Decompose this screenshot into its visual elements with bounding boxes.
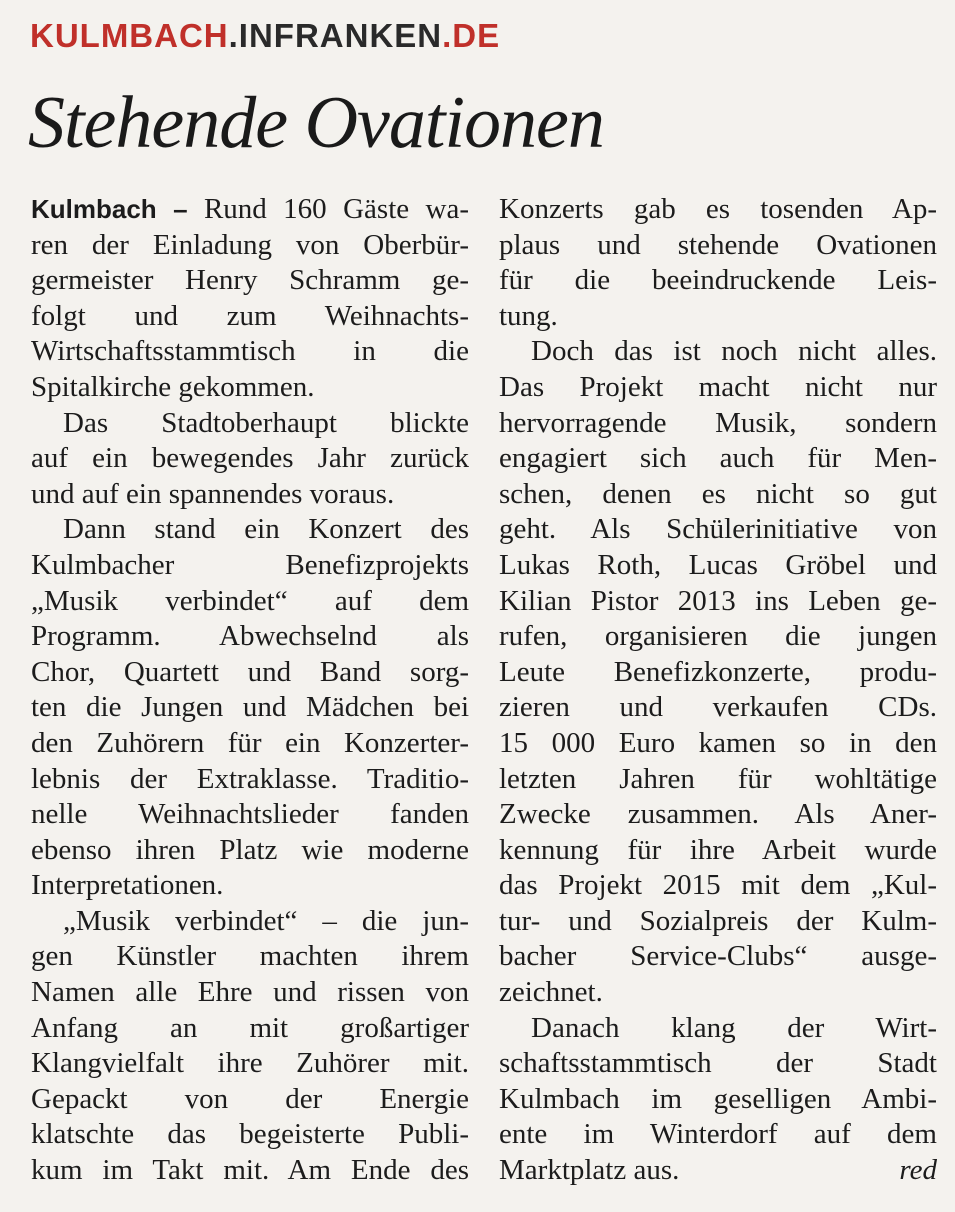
text-line: Lukas Roth, Lucas Gröbel und (499, 548, 937, 581)
text-line: kum im Takt mit. Am Ende des (31, 1154, 469, 1187)
text-line: geht. Als Schülerinitiative von (499, 513, 937, 546)
source-part-3: .DE (442, 17, 501, 54)
text-line: Das Stadtoberhaupt blickte (63, 406, 469, 439)
headline: Stehende Ovationen (28, 82, 604, 164)
text-line: „Musik verbindet“ – die jun- (63, 904, 469, 937)
text-line: ente im Winterdorf auf dem (499, 1118, 937, 1151)
text-line: Interpretationen. (31, 869, 224, 902)
text-line: Das Projekt macht nicht nur (499, 370, 937, 403)
text-line: schaftsstammtisch der Stadt (499, 1047, 937, 1080)
text-line: Kulmbacher Benefizprojekts (31, 548, 469, 581)
article-column-left (31, 192, 469, 1189)
text-line: Spitalkirche gekommen. (31, 370, 315, 403)
text-line: folgt und zum Weihnachts- (31, 299, 469, 332)
text-line: bacher Service-Clubs“ ausge- (499, 940, 937, 973)
text-line: Dann stand ein Konzert des (63, 513, 469, 546)
text-line: auf ein bewegendes Jahr zurück (31, 442, 469, 475)
text-line: ebenso ihren Platz wie moderne (31, 833, 469, 866)
text-line: engagiert sich auch für Men- (499, 442, 937, 475)
text-line: germeister Henry Schramm ge- (31, 264, 469, 297)
text-line: tung. (499, 299, 558, 332)
text-line: Klangvielfalt ihre Zuhörer mit. (31, 1047, 469, 1080)
text-line: klatschte das begeisterte Publi- (31, 1118, 469, 1151)
source-part-1: KULMBACH (30, 17, 229, 54)
author-credit: red (899, 1154, 937, 1187)
text-line: „Musik verbindet“ auf dem (31, 584, 469, 617)
text-line: ten die Jungen und Mädchen bei (31, 691, 469, 724)
text-line: lebnis der Extraklasse. Traditio- (31, 762, 469, 795)
source-part-2: .INFRANKEN (228, 17, 443, 54)
text-line: schen, denen es nicht so gut (499, 477, 937, 510)
text-line: das Projekt 2015 mit dem „Kul- (499, 869, 937, 902)
dateline: Kulmbach – (31, 194, 188, 224)
text-line: Namen alle Ehre und rissen von (31, 976, 469, 1009)
text-line: zeichnet. (499, 976, 603, 1009)
text-line: für die beeindruckende Leis- (499, 264, 937, 297)
text-line: Konzerts gab es tosenden Ap- (499, 193, 937, 225)
text-line: kennung für ihre Arbeit wurde (499, 833, 937, 866)
text-line: Doch das ist noch nicht alles. (531, 335, 937, 368)
text-line: Kulmbach – Rund 160 Gäste wa- (31, 193, 469, 225)
text-line: Gepackt von der Energie (31, 1082, 469, 1115)
text-line: Leute Benefizkonzerte, produ- (499, 655, 937, 688)
text-line: plaus und stehende Ovationen (499, 228, 937, 261)
text-line: den Zuhörern für ein Konzerter- (31, 726, 469, 759)
article-column-right (499, 192, 937, 1189)
text-line: Chor, Quartett und Band sorg- (31, 655, 469, 688)
final-text: Marktplatz aus. (499, 1154, 680, 1187)
text-line: Danach klang der Wirt- (531, 1011, 937, 1044)
text-line: rufen, organisieren die jungen (499, 620, 937, 653)
text-line: ren der Einladung von Oberbür- (31, 228, 469, 261)
text-line: 15 000 Euro kamen so in den (499, 726, 937, 759)
text-line: Kilian Pistor 2013 ins Leben ge- (499, 584, 937, 617)
text-line: Wirtschaftsstammtisch in die (31, 335, 469, 368)
text-line: zieren und verkaufen CDs. (499, 691, 937, 724)
text-line: gen Künstler machten ihrem (31, 940, 469, 973)
text-line: Programm. Abwechselnd als (31, 620, 469, 653)
text-line: Anfang an mit großartiger (31, 1011, 469, 1044)
text-line: Kulmbach im geselligen Ambi- (499, 1082, 937, 1115)
text-line (499, 1153, 937, 1189)
text-line: nelle Weihnachtslieder fanden (31, 798, 469, 831)
text-line: letzten Jahren für wohltätige (499, 762, 937, 795)
text-line: Zwecke zusammen. Als Aner- (499, 798, 937, 831)
text-line: hervorragende Musik, sondern (499, 406, 937, 439)
source-label (30, 14, 500, 58)
text-line: tur- und Sozialpreis der Kulm- (499, 904, 937, 937)
text-line: und auf ein spannendes voraus. (31, 477, 395, 510)
